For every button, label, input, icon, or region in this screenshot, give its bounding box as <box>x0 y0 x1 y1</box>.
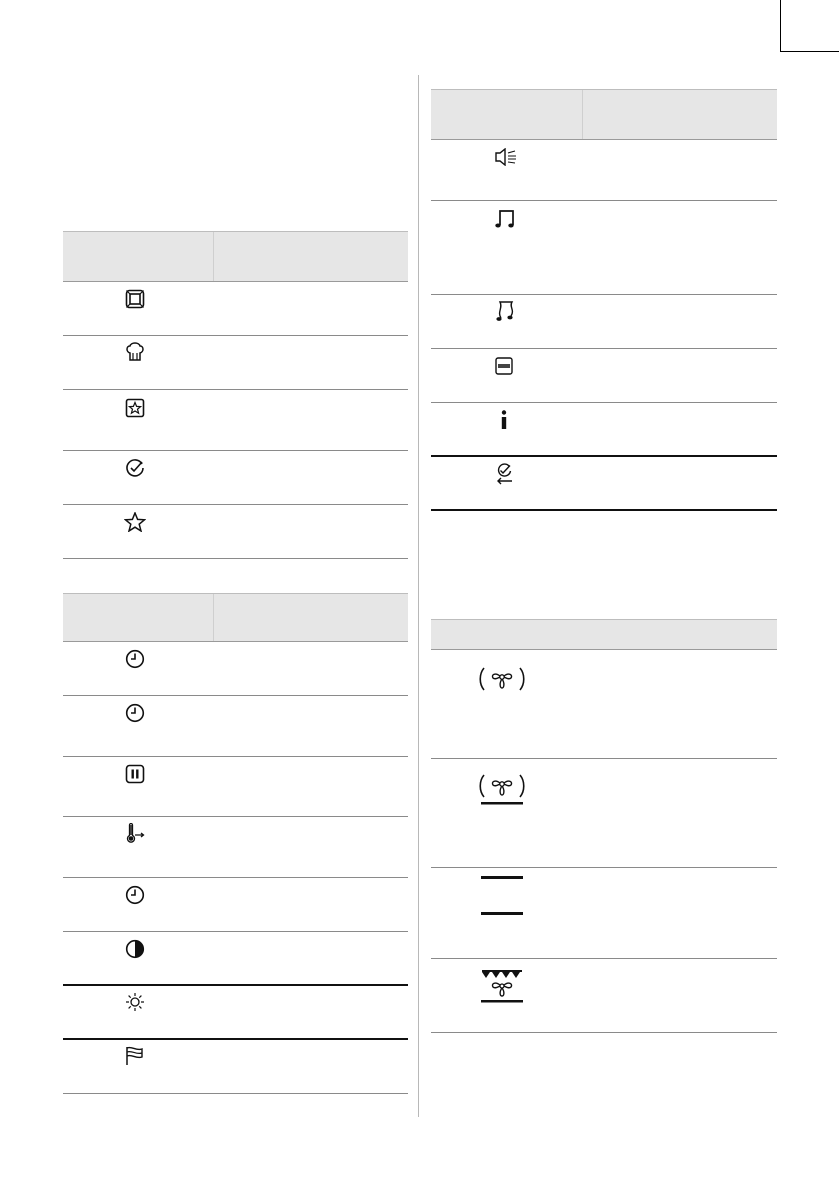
table-row <box>431 457 777 511</box>
table-row <box>431 403 777 457</box>
music-note-icon <box>495 209 517 229</box>
melody-icon <box>494 300 516 324</box>
top-bottom-heat-icon <box>481 876 523 916</box>
table-row <box>63 642 408 696</box>
table-row <box>63 451 408 505</box>
check-circle-icon <box>125 458 145 478</box>
table-row <box>431 140 777 201</box>
star-in-square-icon <box>125 398 145 418</box>
fan-grill-icon <box>479 969 525 1005</box>
table-row <box>63 932 408 986</box>
table-4 <box>431 619 777 1033</box>
half-circle-contrast-icon <box>125 939 145 959</box>
table-row <box>63 390 408 451</box>
table-1 <box>63 231 408 559</box>
sun-brightness-icon <box>125 992 145 1012</box>
clock-icon <box>125 885 145 905</box>
table-row <box>63 817 408 878</box>
clock-icon <box>125 649 145 669</box>
table-header <box>431 89 777 140</box>
table-2 <box>63 593 408 1094</box>
info-icon <box>500 410 508 430</box>
check-reset-icon <box>495 463 515 485</box>
table-row <box>63 878 408 932</box>
crop-mark <box>780 51 839 52</box>
crop-mark <box>780 0 781 52</box>
table-header <box>431 619 777 650</box>
table-row <box>63 986 408 1040</box>
column-divider <box>418 75 419 1117</box>
table-row <box>431 349 777 403</box>
table-row <box>63 696 408 757</box>
table-row <box>431 201 777 295</box>
pause-icon <box>125 764 145 784</box>
table-row <box>63 282 408 336</box>
table-3 <box>431 89 777 511</box>
thermometer-arrow-icon <box>126 823 148 845</box>
table-row <box>63 505 408 559</box>
speaker-volume-icon <box>495 148 517 166</box>
chef-hat-icon <box>126 342 144 362</box>
table-row <box>431 959 777 1033</box>
flag-language-icon <box>125 1046 145 1066</box>
fan-bottom-heat-icon <box>478 773 526 807</box>
table-row <box>431 759 777 868</box>
table-row <box>431 650 777 759</box>
table-row <box>63 1040 408 1094</box>
table-row <box>63 757 408 817</box>
table-row <box>63 336 408 390</box>
star-outline-icon <box>124 512 146 532</box>
table-row <box>431 868 777 959</box>
fan-icon <box>478 666 526 692</box>
table-row <box>431 295 777 349</box>
demo-mode-icon <box>495 357 513 375</box>
table-header <box>63 231 408 282</box>
square-frame-icon <box>125 289 145 309</box>
clock-icon <box>125 703 145 723</box>
table-header <box>63 593 408 642</box>
